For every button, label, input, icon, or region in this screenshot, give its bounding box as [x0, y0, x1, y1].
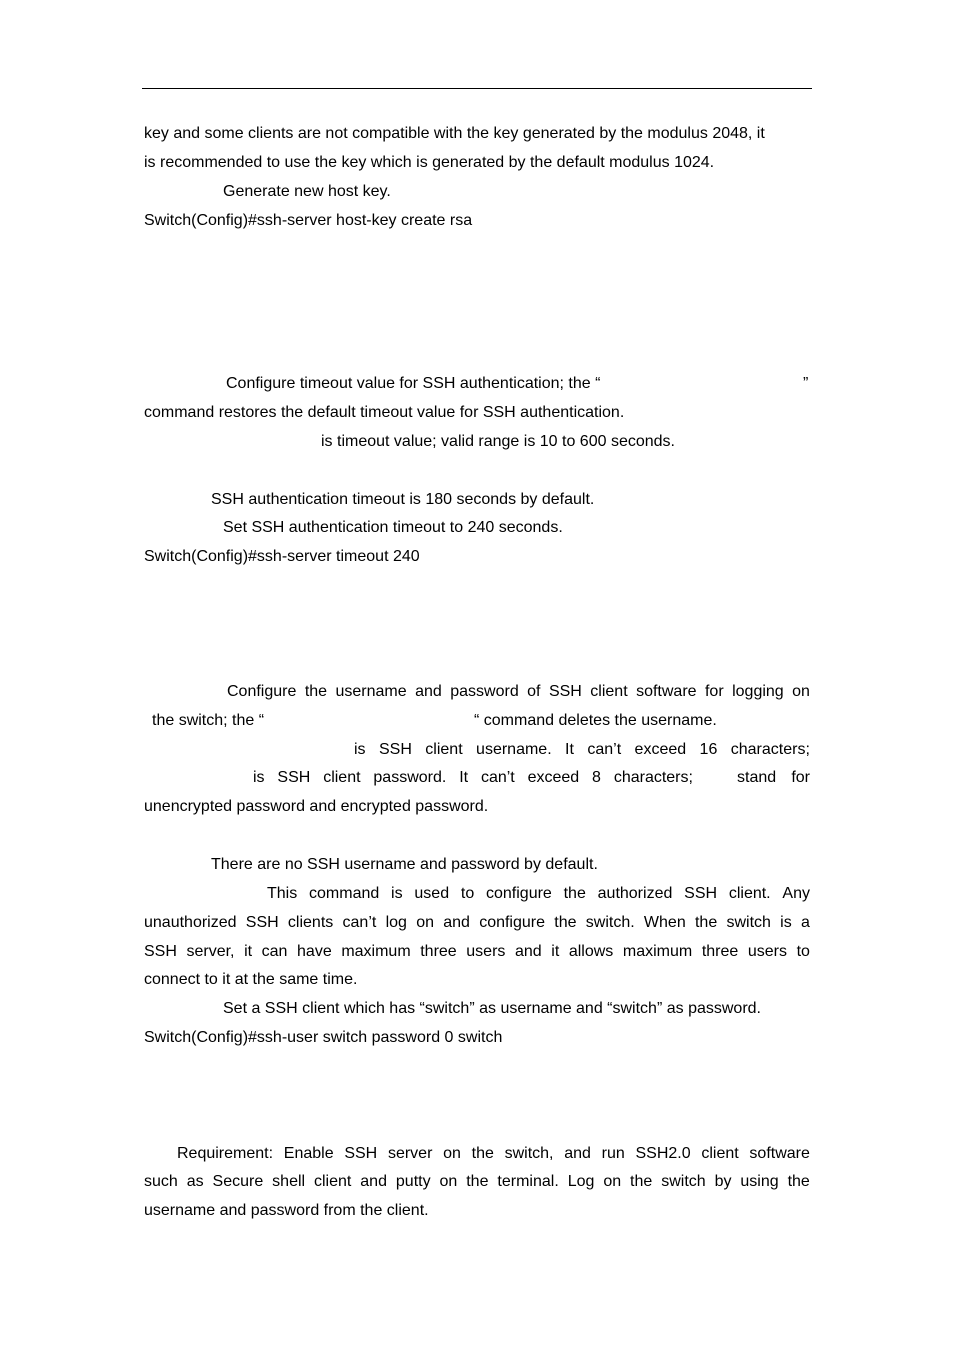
usage-description: unauthorized SSH clients can’t log on and configure the switch. When the switch is a	[144, 914, 810, 931]
example-command: Switch(Config)#ssh-user switch password 0 switch	[144, 1029, 503, 1046]
requirement-paragraph: Requirement: Enable SSH server on the switch, and run SSH2.0 client software	[177, 1145, 810, 1162]
requirement-paragraph: such as Secure shell client and putty on the terminal. Log on the switch by using the	[144, 1173, 810, 1190]
usage-description: This command is used to configure the authorized SSH client. Any	[267, 885, 810, 902]
example-command: Switch(Config)#ssh-server timeout 240	[144, 548, 420, 565]
command-description: Configure the username and password of SSH client software for logging on	[227, 683, 810, 700]
command-description: “ command deletes the username.	[474, 712, 717, 729]
parameter-description: is SSH client username. It can’t exceed 16 characters;	[354, 741, 810, 758]
parameter-description: unencrypted password and encrypted password.	[144, 798, 489, 815]
example-description: Set SSH authentication timeout to 240 seconds.	[223, 519, 563, 536]
parameter-description: is SSH client password. It can’t exceed 8 characters;	[253, 769, 693, 786]
example-description: Set a SSH client which has “switch” as username and “switch” as password.	[223, 1000, 761, 1017]
requirement-paragraph: username and password from the client.	[144, 1202, 429, 1219]
quote-mark: ”	[803, 375, 809, 392]
paragraph-line: key and some clients are not compatible with the key generated by the modulus 2048, it	[144, 125, 765, 142]
usage-description: connect to it at the same time.	[144, 971, 358, 988]
parameter-description: is timeout value; valid range is 10 to 600 seconds.	[321, 433, 675, 450]
parameter-description: stand for	[737, 769, 810, 786]
default-description: SSH authentication timeout is 180 seconds by default.	[211, 491, 595, 508]
command-description: the switch; the “	[152, 712, 265, 729]
usage-description: SSH server, it can have maximum three users and it allows maximum three users to	[144, 943, 810, 960]
paragraph-line: is recommended to use the key which is generated by the default modulus 1024.	[144, 154, 715, 171]
default-description: There are no SSH username and password by default.	[211, 856, 598, 873]
header-rule	[142, 88, 812, 89]
command-description: Configure timeout value for SSH authentication; the “	[226, 375, 601, 392]
command-description: command restores the default timeout value for SSH authentication.	[144, 404, 625, 421]
example-command: Switch(Config)#ssh-server host-key create rsa	[144, 212, 473, 229]
example-description: Generate new host key.	[223, 183, 391, 200]
